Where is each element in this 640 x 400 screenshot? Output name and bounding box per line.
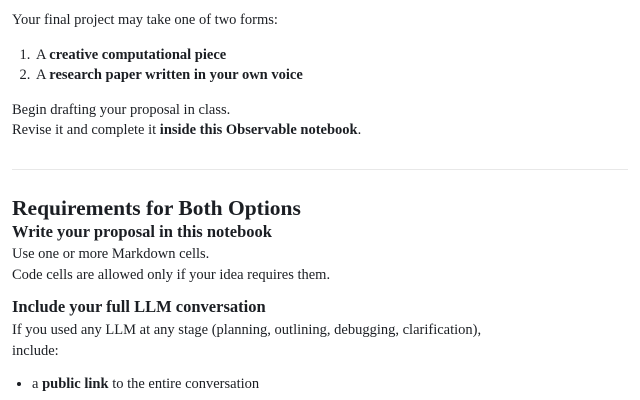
list-item-prefix: A: [36, 47, 50, 63]
llm-usage-text: If you used any LLM at any stage (planning, outlining, debugging, clarification),: [12, 322, 482, 338]
divider: [12, 169, 628, 170]
list-item-suffix: to the entire conversation: [108, 376, 260, 392]
begin-text: Begin drafting your proposal in class.: [12, 102, 231, 118]
revise-text: [12, 120, 361, 141]
revise-bold: inside this Observable notebook: [159, 122, 358, 138]
project-forms-list: [12, 45, 303, 85]
intro-text: Your final project may take one of two forms:: [12, 12, 278, 28]
llm-conversation-heading: Include your full LLM conversation: [12, 297, 266, 316]
list-item-prefix: A: [36, 67, 50, 83]
revise-suffix: .: [357, 122, 362, 138]
llm-requirements-list: [12, 374, 259, 394]
include-text: include:: [12, 343, 59, 359]
code-cells-text: Code cells are allowed only if your idea requires them.: [12, 267, 331, 283]
requirements-heading: Requirements for Both Options: [12, 196, 301, 220]
write-proposal-heading: Write your proposal in this notebook: [12, 222, 272, 241]
list-item-prefix: a: [32, 376, 43, 392]
list-item-bold: research paper written in your own voice: [49, 67, 303, 83]
list-item: [34, 45, 303, 65]
list-item: [34, 65, 303, 85]
list-item: [32, 374, 259, 394]
revise-prefix: Revise it and complete it: [12, 122, 160, 138]
markdown-cells-text: Use one or more Markdown cells.: [12, 246, 210, 262]
list-item-bold: public link: [42, 376, 109, 392]
list-item-bold: creative computational piece: [49, 47, 227, 63]
